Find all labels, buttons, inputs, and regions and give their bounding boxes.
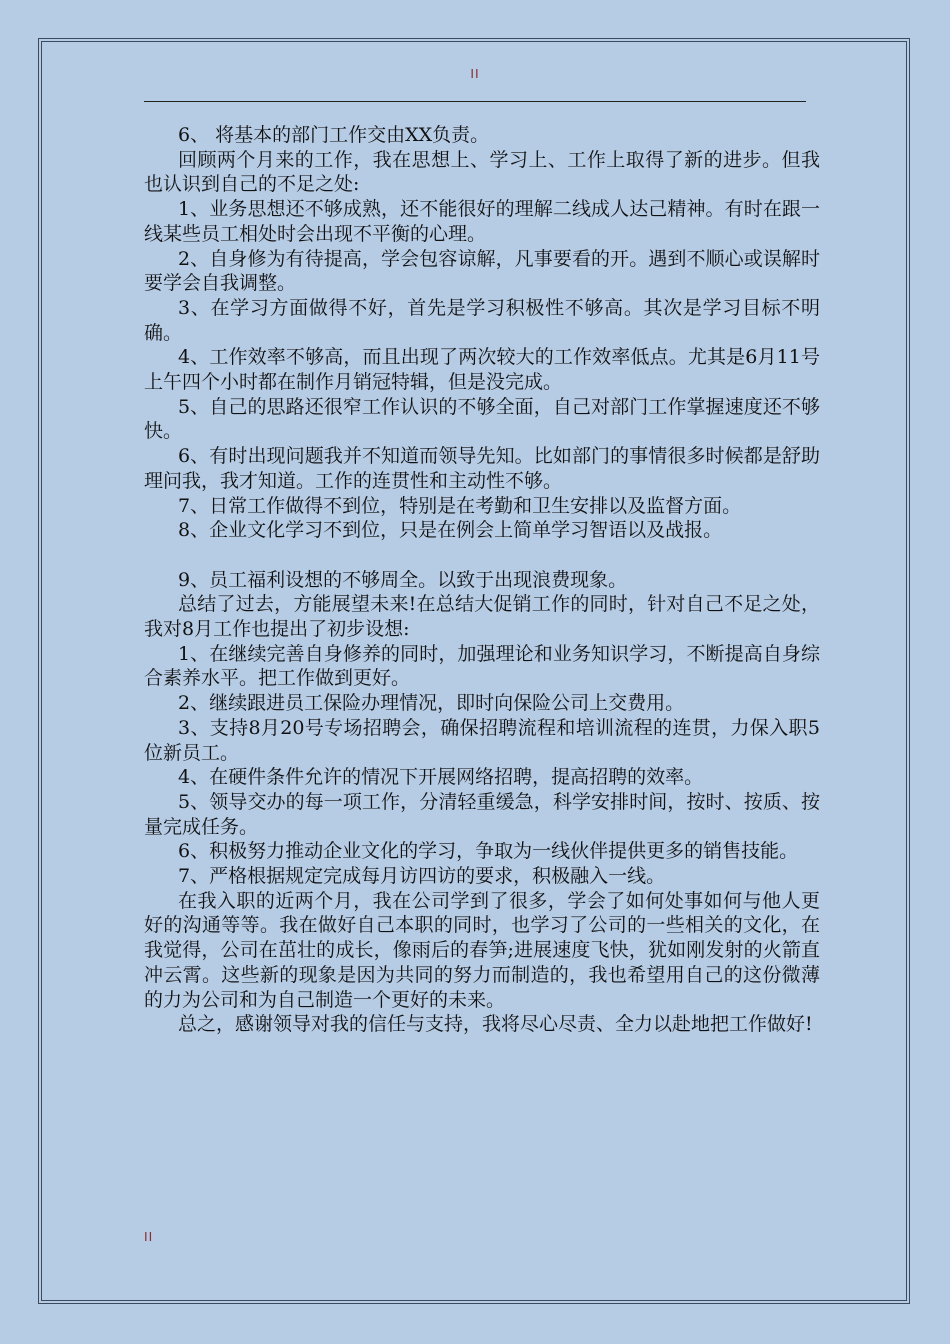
paragraph: 回顾两个月来的工作，我在思想上、学习上、工作上取得了新的进步。但我也认识到自己的不足之处: — [144, 148, 820, 196]
paragraph: 4、在硬件条件允许的情况下开展网络招聘，提高招聘的效率。 — [178, 766, 704, 789]
paragraph: 7、日常工作做得不到位，特别是在考勤和卫生安排以及监督方面。 — [178, 494, 742, 517]
paragraph: 1、在继续完善自身修养的同时，加强理论和业务知识学习，不断提高自身综合素养水平。把工作做到更好。 — [144, 642, 820, 690]
paragraph: 总结了过去，方能展望未来!在总结大促销工作的同时，针对自己不足之处，我对8月工作也提出了初步设想: — [144, 593, 820, 641]
paragraph: 5、领导交办的每一项工作，分清轻重缓急，科学安排时间，按时、按质、按量完成任务。 — [144, 790, 820, 838]
paragraph: 2、继续跟进员工保险办理情况，即时向保险公司上交费用。 — [178, 692, 685, 715]
document-body — [144, 123, 820, 1037]
paragraph: 6、 将基本的部门工作交由XX负责。 — [178, 124, 490, 146]
paragraph: 5、自己的思路还很窄工作认识的不够全面，自己对部门工作掌握速度还不够快。 — [144, 395, 820, 443]
footer-mark: II — [144, 1229, 154, 1244]
paragraph: 7、严格根据规定完成每月访四访的要求，积极融入一线。 — [178, 865, 666, 888]
paragraph: 3、支持8月20号专场招聘会，确保招聘流程和培训流程的连贯，力保入职5位新员工。 — [144, 716, 820, 764]
paragraph: 6、有时出现问题我并不知道而领导先知。比如部门的事情很多时候都是舒助理问我，我才知道。工作的连贯性和主动性不够。 — [144, 445, 820, 492]
paragraph: 1、业务思想还不够成熟，还不能很好的理解二线成人达己精神。有时在跟一线某些员工相处时会出现不平衡的心理。 — [144, 198, 820, 245]
paragraph: 6、积极努力推动企业文化的学习，争取为一线伙伴提供更多的销售技能。 — [178, 840, 799, 863]
paragraph: 9、员工福利设想的不够周全。以致于出现浪费现象。 — [178, 568, 628, 591]
paragraph: 在我入职的近两个月，我在公司学到了很多，学会了如何处事如何与他人更好的沟通等等。我在做好自己本职的同时，也学习了公司的一些相关的文化，在我觉得，公司在茁壮的成长，像雨后的春笋;进展速度飞快，犹如刚发射的火箭直冲云霄。这些新的现象是因为共同的努力而制造的，我也希望用自己的这份微薄的力为公司和为自己制造一个更好的未来。 — [144, 889, 820, 1011]
header-mark: II — [470, 66, 480, 81]
paragraph: 3、在学习方面做得不好，首先是学习积极性不够高。其次是学习目标不明确。 — [144, 296, 820, 344]
paragraph: 总之，感谢领导对我的信任与支持，我将尽心尽责、全力以赴地把工作做好! — [178, 1013, 813, 1036]
paragraph: 2、自身修为有待提高，学会包容谅解，凡事要看的开。遇到不顺心或误解时要学会自我调整。 — [144, 247, 820, 295]
paragraph: 8、企业文化学习不到位，只是在例会上简单学习智语以及战报。 — [178, 519, 723, 542]
paragraph: 4、工作效率不够高，而且出现了两次较大的工作效率低点。尤其是6月11号上午四个小时都在制作月销冠特辑，但是没完成。 — [144, 346, 820, 394]
header-rule — [144, 101, 806, 102]
